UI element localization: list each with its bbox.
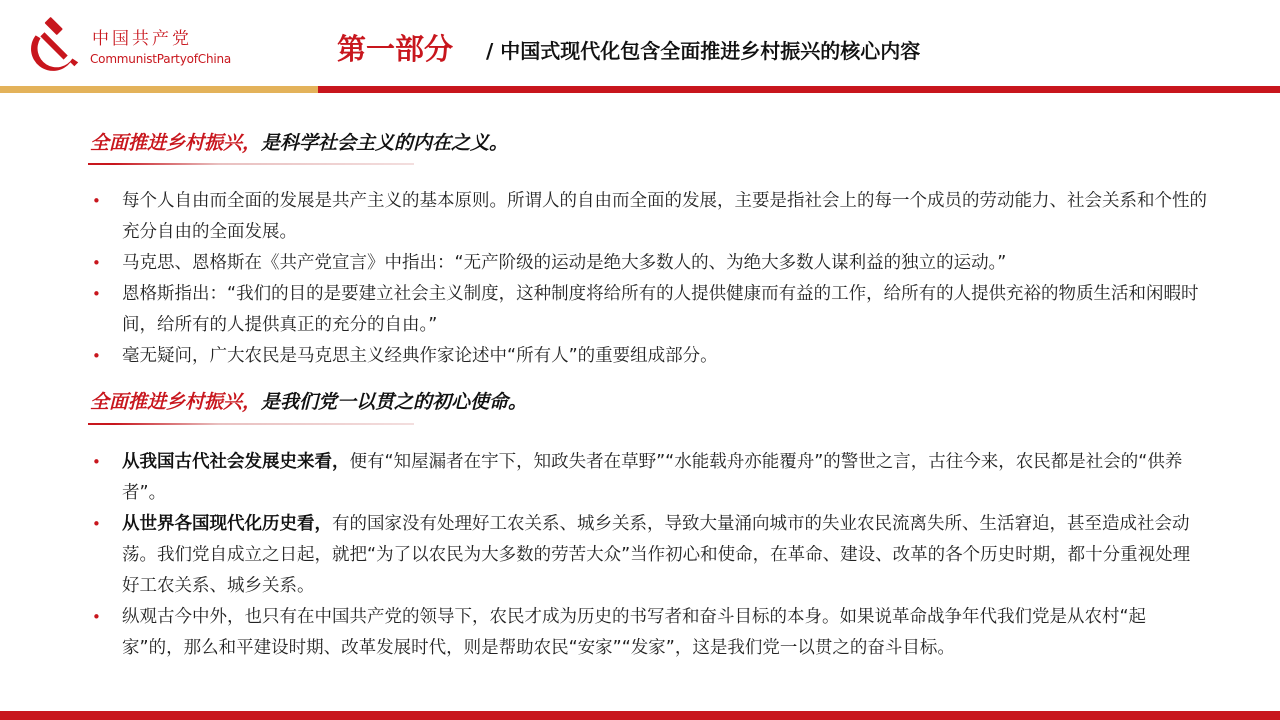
bullet-text: 马克思、恩格斯在《共产党宣言》中指出：“无产阶级的运动是绝大多数人的、为绝大多数人谋利益的独立的运动。” bbox=[122, 253, 1007, 273]
bullet-dot-icon: • bbox=[92, 192, 101, 210]
part-subtitle: / 中国式现代化包含全面推进乡村振兴的核心内容 bbox=[486, 39, 921, 63]
bullet-bold: 从我国古代社会发展史来看， bbox=[122, 452, 350, 472]
section2-heading-highlight: 全面推进乡村振兴， bbox=[90, 391, 262, 413]
bullet-dot-icon: • bbox=[92, 285, 101, 303]
part-title: 第一部分 bbox=[337, 32, 454, 66]
section1-bullet-list bbox=[92, 186, 1207, 372]
list-item bbox=[92, 509, 1207, 602]
bullet-text: 便有“知屋漏者在宇下，知政失者在草野”“水能载舟亦能覆舟”的警世之言，古往今来，农民都是社会的“供养者”。 bbox=[122, 452, 1183, 503]
logo-text-en: CommunistPartyofChina bbox=[90, 52, 232, 66]
bullet-text: 毫无疑问，广大农民是马克思主义经典作家论述中“所有人”的重要组成部分。 bbox=[122, 346, 718, 366]
list-item bbox=[92, 248, 1207, 279]
list-item bbox=[92, 341, 1207, 372]
footer-bar bbox=[0, 711, 1280, 720]
slide-header bbox=[0, 0, 1280, 92]
header-band-red bbox=[318, 86, 1280, 93]
section1-underline bbox=[88, 163, 414, 165]
section1-heading-rest: 是科学社会主义的内在之义。 bbox=[261, 132, 509, 154]
header-band-gold bbox=[0, 86, 318, 93]
section1-heading-highlight: 全面推进乡村振兴， bbox=[90, 132, 262, 154]
bullet-dot-icon: • bbox=[92, 608, 101, 626]
section2-heading-rest: 是我们党一以贯之的初心使命。 bbox=[261, 391, 528, 413]
bullet-text: 每个人自由而全面的发展是共产主义的基本原则。所谓人的自由而全面的发展，主要是指社会上的每一个成员的劳动能力、社会关系和个性的充分自由的全面发展。 bbox=[122, 191, 1207, 242]
section2-bullet-list bbox=[92, 447, 1207, 664]
bullet-text: 有的国家没有处理好工农关系、城乡关系，导致大量涌向城市的失业农民流离失所、生活窘迫，甚至造成社会动荡。我们党自成立之日起，就把“为了以农民为大多数的劳苦大众”当作初心和使命，在革命、建设、改革的各个历史时期，都十分重视处理好工农关系、城乡关系。 bbox=[122, 514, 1191, 596]
logo-text-cn: 中国共产党 bbox=[92, 29, 192, 49]
bullet-dot-icon: • bbox=[92, 453, 101, 471]
section1-heading bbox=[90, 130, 508, 156]
list-item bbox=[92, 447, 1207, 509]
bullet-text: 纵观古今中外，也只有在中国共产党的领导下，农民才成为历史的书写者和奋斗目标的本身。如果说革命战争年代我们党是从农村“起家”的，那么和平建设时期、改革发展时代，则是帮助农民“安家”“发家”，这是我们党一以贯之的奋斗目标。 bbox=[122, 607, 1147, 658]
list-item bbox=[92, 602, 1207, 664]
list-item bbox=[92, 279, 1207, 341]
bullet-dot-icon: • bbox=[92, 254, 101, 272]
section2-underline bbox=[88, 423, 414, 425]
section2-heading bbox=[90, 389, 527, 415]
bullet-dot-icon: • bbox=[92, 515, 101, 533]
bullet-bold: 从世界各国现代化历史看， bbox=[122, 514, 332, 534]
bullet-dot-icon: • bbox=[92, 347, 101, 365]
bullet-text: 恩格斯指出：“我们的目的是要建立社会主义制度，这种制度将给所有的人提供健康而有益的工作，给所有的人提供充裕的物质生活和闲暇时间，给所有的人提供真正的充分的自由。” bbox=[122, 284, 1199, 335]
party-emblem-icon bbox=[26, 16, 84, 74]
list-item bbox=[92, 186, 1207, 248]
